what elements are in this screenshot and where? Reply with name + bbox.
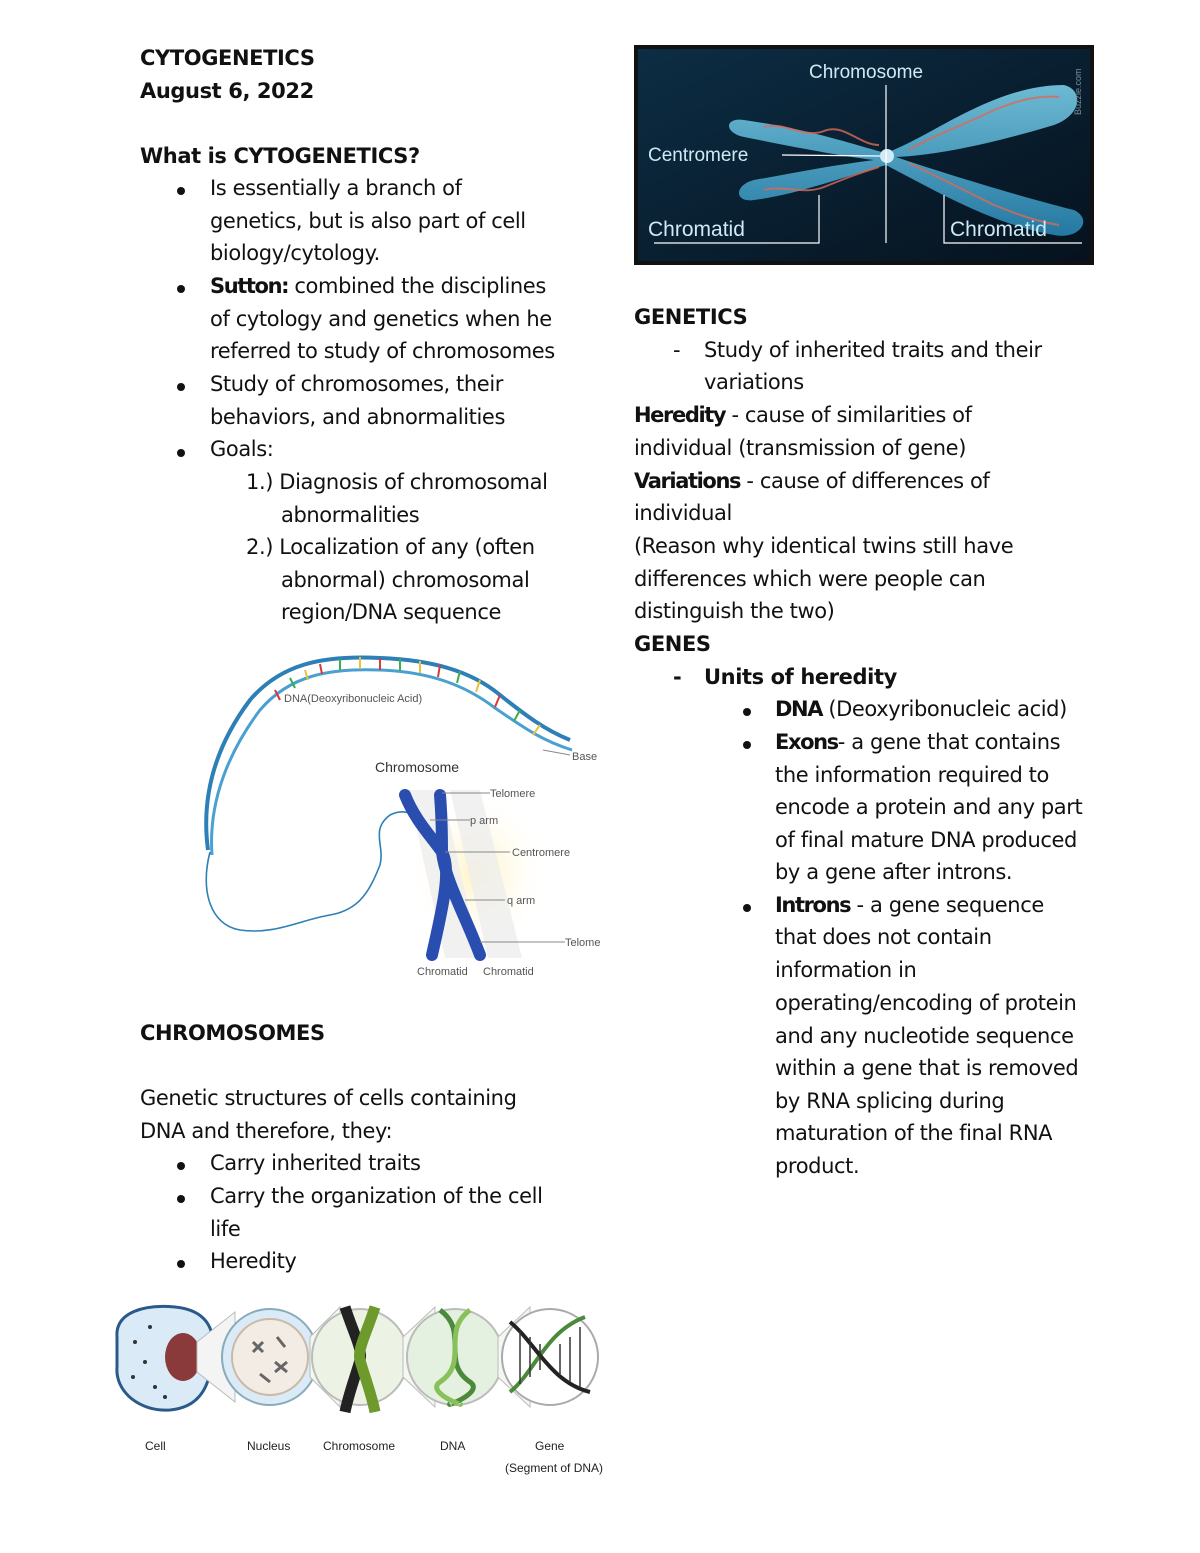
exons-def: - a gene that contains: [837, 730, 1061, 754]
reason-l1: (Reason why identical twins still have: [634, 534, 1014, 558]
chromosome-label: Chromosome: [375, 759, 460, 775]
bullet-icon: [177, 1260, 185, 1268]
introns-l4: operating/encoding of protein: [775, 991, 1077, 1015]
what-is-b1-l2: genetics, but is also part of cell: [210, 209, 526, 233]
genes-heading: GENES: [634, 632, 711, 656]
telomere-label: Telomere: [490, 788, 536, 800]
bullet-icon: [177, 285, 185, 293]
goal-1-l1: 1.) Diagnosis of chromosomal: [246, 470, 548, 494]
bullet-icon: [743, 904, 751, 912]
cell-label: Cell: [145, 1439, 166, 1453]
introns-l6: within a gene that is removed: [775, 1056, 1079, 1080]
dna-chromosome-figure: [180, 640, 610, 985]
dash-icon: -: [673, 665, 681, 689]
photo-centromere-label: Centromere: [648, 145, 749, 166]
introns-term: Introns: [775, 893, 851, 917]
dna-label: DNA(Deoxyribonucleic Acid): [284, 693, 423, 705]
cell-to-gene-figure: [105, 1282, 605, 1482]
what-is-heading: What is CYTOGENETICS?: [140, 144, 420, 168]
photo-chromatid-left-label: Chromatid: [648, 218, 745, 241]
goal-2-l2: abnormal) chromosomal: [281, 568, 530, 592]
chromosomes-b2-l1: Carry the organization of the cell: [210, 1184, 543, 1208]
bullet-icon: [177, 1162, 185, 1170]
bullet-icon: [743, 741, 751, 749]
introns-l7: by RNA splicing during: [775, 1089, 1005, 1113]
dash-icon: -: [673, 338, 681, 362]
gene-sub-label: (Segment of DNA): [505, 1461, 604, 1475]
introns-l1: [775, 893, 1044, 917]
what-is-b2-l2: of cytology and genetics when he: [210, 307, 552, 331]
goal-1-l2: abnormalities: [281, 503, 420, 527]
q-arm-label: q arm: [507, 895, 536, 907]
introns-def: - a gene sequence: [850, 893, 1044, 917]
sutton-text: combined the disciplines: [288, 274, 546, 298]
chromosomes-intro-l2: DNA and therefore, they:: [140, 1119, 393, 1143]
nucleus-label: Nucleus: [247, 1439, 291, 1453]
bullet-icon: [177, 187, 185, 195]
what-is-b1-l3: biology/cytology.: [210, 241, 380, 265]
chromosome-stage-label: Chromosome: [323, 1439, 396, 1453]
chromosomes-b3: Heredity: [210, 1249, 297, 1273]
doc-date: August 6, 2022: [140, 79, 314, 103]
chromosomes-b1: Carry inherited traits: [210, 1151, 421, 1175]
cell-nucleus-shape: [165, 1333, 201, 1381]
goal-2-l3: region/DNA sequence: [281, 600, 502, 624]
bullet-icon: [177, 449, 185, 457]
exons-l4: of final mature DNA produced: [775, 828, 1077, 852]
dna-item: [775, 697, 1067, 721]
dna-def: (Deoxyribonucleic acid): [822, 697, 1067, 721]
chromatid-b-label: Chromatid: [483, 966, 534, 978]
introns-l3: information in: [775, 958, 917, 982]
bullet-icon: [177, 1195, 185, 1203]
doc-title: CYTOGENETICS: [140, 46, 315, 70]
reason-l2: differences which were people can: [634, 567, 986, 591]
genetics-heading: GENETICS: [634, 305, 748, 329]
genetics-d1-l2: variations: [704, 370, 804, 394]
bullet-icon: [177, 383, 185, 391]
what-is-b3-l2: behaviors, and abnormalities: [210, 405, 505, 429]
what-is-b1-l1: Is essentially a branch of: [210, 176, 462, 200]
variations-line-1: [634, 469, 989, 493]
heredity-line-1: [634, 403, 972, 427]
exons-l2: the information required to: [775, 763, 1049, 787]
variations-def: - cause of differences of: [740, 469, 990, 493]
chromosomes-intro-l1: Genetic structures of cells containing: [140, 1086, 517, 1110]
introns-l2: that does not contain: [775, 925, 992, 949]
introns-l5: and any nucleotide sequence: [775, 1024, 1074, 1048]
reason-l3: distinguish the two): [634, 599, 835, 623]
variations-term: Variations: [634, 469, 741, 493]
bullet-icon: [743, 708, 751, 716]
chromatid-a-label: Chromatid: [417, 966, 468, 978]
exons-l1: [775, 730, 1060, 754]
what-is-b2-l3: referred to study of chromosomes: [210, 339, 555, 363]
p-arm-label: p arm: [470, 815, 499, 827]
sutton-label: Sutton:: [210, 274, 289, 298]
gene-label: Gene: [535, 1439, 565, 1453]
what-is-b2-l1: [210, 274, 546, 298]
exons-l3: encode a protein and any part: [775, 795, 1083, 819]
units-of-heredity: Units of heredity: [704, 665, 897, 689]
chromosomes-b2-l2: life: [210, 1217, 241, 1241]
heredity-line-2: individual (transmission of gene): [634, 436, 966, 460]
what-is-b4: Goals:: [210, 437, 274, 461]
goal-2-l1: 2.) Localization of any (often: [246, 535, 535, 559]
genetics-d1-l1: Study of inherited traits and their: [704, 338, 1042, 362]
introns-l8: maturation of the final RNA: [775, 1121, 1053, 1145]
exons-l5: by a gene after introns.: [775, 860, 1013, 884]
heredity-def: - cause of similarities of: [725, 403, 972, 427]
exons-term: Exons: [775, 730, 838, 754]
introns-l9: product.: [775, 1154, 860, 1178]
heredity-term: Heredity: [634, 403, 726, 427]
chromosomes-heading: CHROMOSOMES: [140, 1021, 325, 1045]
what-is-b3-l1: Study of chromosomes, their: [210, 372, 503, 396]
photo-watermark: Buzzle.com: [1073, 68, 1083, 115]
dna-term: DNA: [775, 697, 823, 721]
centromere-label: Centromere: [512, 847, 571, 859]
chromosome-photo-figure: [634, 45, 1094, 265]
photo-chromosome-label: Chromosome: [809, 62, 924, 83]
base-label: Base: [572, 751, 598, 763]
chromatin-loop: [206, 812, 430, 931]
telomere-bottom-label: Telome: [565, 937, 601, 949]
dna-stage-label: DNA: [440, 1439, 466, 1453]
photo-chromatid-right-label: Chromatid: [950, 218, 1047, 241]
variations-line-2: individual: [634, 501, 732, 525]
